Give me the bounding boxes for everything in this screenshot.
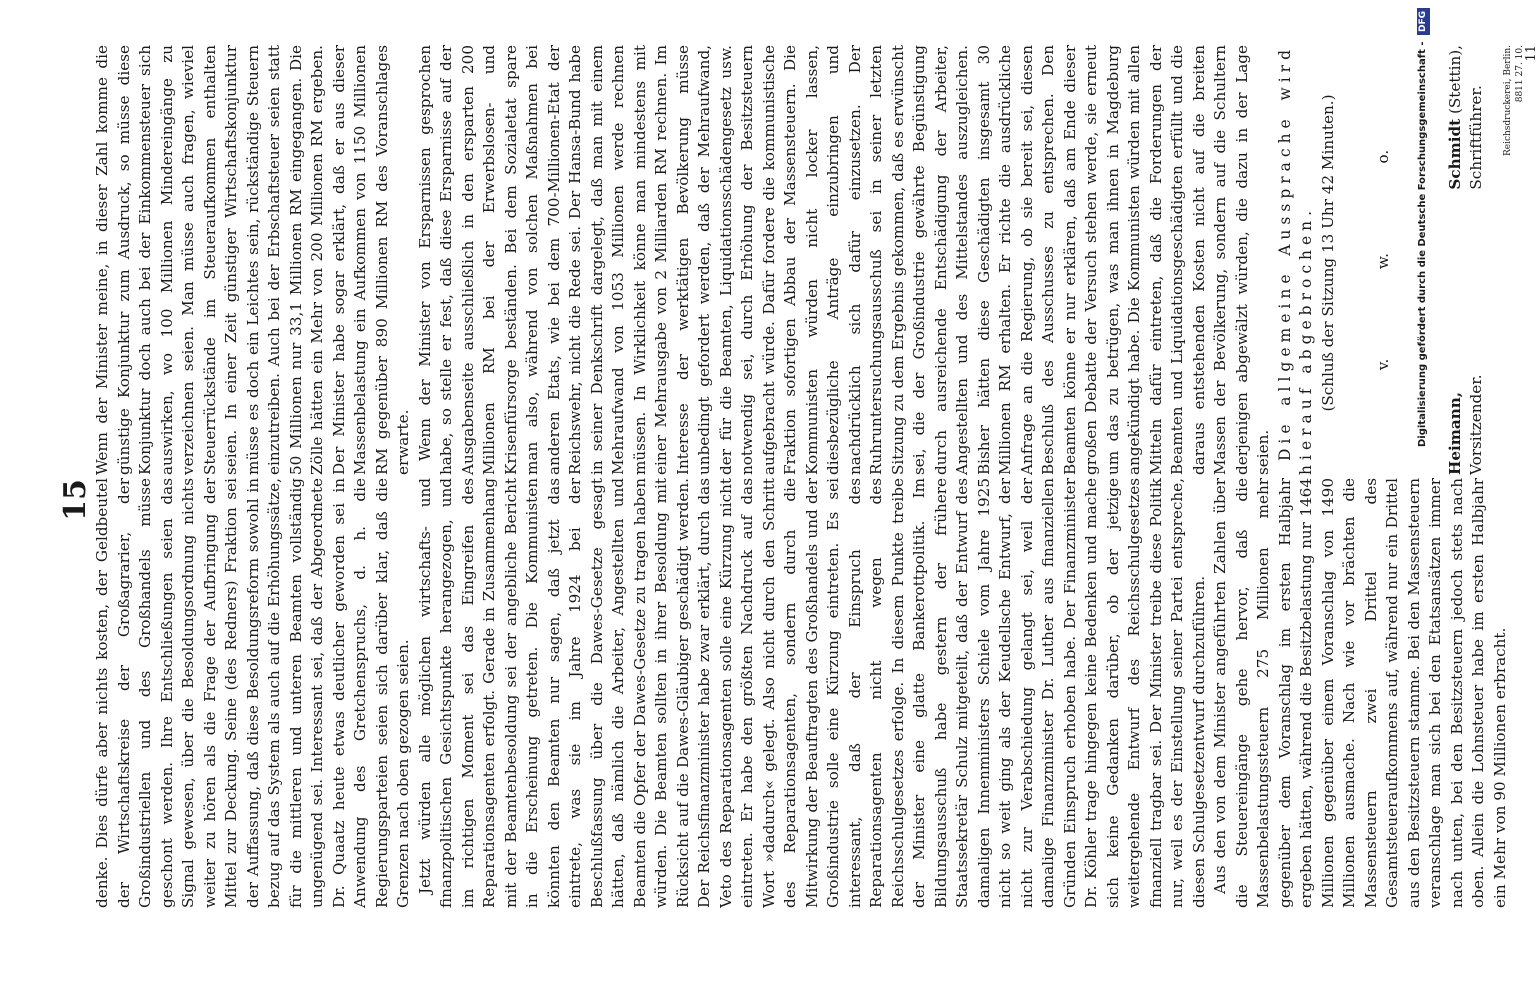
signature-chair — [1445, 374, 1488, 475]
chair-role: Vorsitzender. — [1467, 374, 1485, 475]
chair-name: Heimann, — [1445, 391, 1464, 475]
paragraph: Aus den von dem Minister angeführten Zahlen über die Steuereingänge gehe hervor, daß die Massenbelastungssteuern 275 Millionen mehr gegenüber dem Voranschlag im ersten Halbjahr ergeben hätten, während die Besitzbelastung nur 1464 Millionen gegenüber einem Voranschlag von 1490 Millionen ausmache. Nach wie vor brächten die Massensteuern zwei Drittel des Gesamtsteueraufkommens auf, während nur ein Drittel aus den Besitzsteuern stamme. Bei den Massensteuern veranschlage man sich bei den Etatsansätzen immer nach unten, bei den Besitzsteuern jedoch stets nach oben. Allein die Lohnsteuer habe im ersten Halbjahr ein Mehr von 90 Millionen erbracht. — [1211, 478, 1509, 908]
paragraph: Jetzt würden alle möglichen wirtschafts- und finanzpolitischen Gesichtspunkte herangezogen, und im richtigen Moment sei das Eingreifen des Reparationsagenten erfolgt. Gerade in Zusammenhang mit der Beamtenbesoldung sei der angebliche Bericht in die Erscheinung getreten. Die Kommunisten könnten den Beamten nur sagen, daß jetzt das eintrete, was sie im Jahre 1924 bei der Beschlußfassung über die Dawes-Gesetze gesagt hätten, daß nämlich die Arbeiter, Angestellten und Beamten die Opfer der Dawes-Gesetze zu tragen haben würden. Die Beamten sollten in ihrer Besoldung mit Rücksicht auf die Dawes-Gläubiger geschädigt werden. Der Reichsfinanzminister habe zwar erklärt, durch das Veto des Reparationsagenten solle eine Kürzung nicht eintreten. Er habe den größten Nachdruck auf das Wort »dadurch« gelegt. Also nicht durch den Schritt des Reparationsagenten, sondern durch die Mitwirkung der Beauftragten des Großhandels und der Großindustrie solle eine Kürzung eintreten. Es sei interessant, daß der Einspruch des Reparationsagenten nicht wegen des Reichsschulgesetzes erfolge. In diesem Punkte treibe der Minister eine glatte Bankerottpolitik. Im Bildungsausschuß habe gestern der frühere Staatssekretär Schulz mitgeteilt, daß der Entwurf des damaligen Innenministers Schiele vom Jahre 1925 nicht so weit ging als der Keudellsche Entwurf, der nicht zur Verabschiedung gelangt sei, weil der damalige Finanzminister Dr. Luther aus finanziellen Gründen Einspruch erhoben habe. Der Finanzminister Dr. Köhler trage hingegen keine Bedenken und mache sich keine Gedanken darüber, ob der jetzige weitergehende Entwurf des Reichsschulgesetzes finanziell tragbar sei. Der Minister treibe diese Politik nur, weil es der Einstellung seiner Partei entspreche, diesen Schulgesetzentwurf durchzuführen. — [415, 478, 1208, 908]
printer-name: Reichsdruckerei, Berlin. — [1502, 45, 1513, 157]
printer-imprint — [1502, 45, 1538, 475]
digitization-credit — [1412, 0, 1434, 1000]
vmo-line — [1373, 45, 1395, 475]
sheet-number: 11 — [1523, 45, 1539, 62]
signatures — [1445, 45, 1488, 475]
secretary-name: Schmidt — [1445, 118, 1464, 190]
vmo-item: o. — [1374, 149, 1392, 164]
dfg-logo: DFG — [1417, 8, 1430, 35]
secretary-role: Schriftführer. — [1467, 85, 1485, 190]
printer-code: 8811 27. 10. — [1514, 45, 1525, 103]
text-column-left — [92, 478, 1511, 908]
session-end-note: (Schluß der Sitzung 13 Uhr 42 Minuten.) — [1318, 94, 1337, 412]
page-number: 15 — [58, 479, 93, 521]
credit-text: Digitalisierung gefördert durch die Deutsche Forschungsgemeinschaft - — [1417, 41, 1428, 448]
vmo-item: w. — [1374, 253, 1392, 270]
text-column-right — [92, 45, 1538, 475]
paragraph: Wenn der Minister meine, in dieser Zahl komme die günstige Konjunktur zum Ausdruck, so müsse diese Konjunktur doch auch bei der Einkommensteuer sich auswirken, wo 100 Millionen Mindereingänge zu verzeichnen seien. Man müsse auch fragen, wieviel Steuerrückstände im Steueraufkommen enthalten seien. In einer Zeit günstiger Wirtschaftskonjunktur müsse es doch ein Leichtes sein, rückständige Steuern einzutreiben. Auch bei der Erbschaftsteuer seien statt 50 Millionen nur 33,1 Millionen RM eingegangen. Die Zölle hätten ein Mehr von 200 Millionen RM ergeben. Der Minister habe sogar erklärt, daß er aus dieser Massenbelastung ein Aufkommen von 1150 Millionen RM gegenüber 890 Millionen RM des Voranschlages erwarte. — [93, 45, 412, 475]
signature-secretary — [1445, 45, 1488, 190]
secretary-place: (Stettin), — [1445, 45, 1464, 115]
paragraph: denke. Dies dürfe aber nichts kosten, der Geldbeutel der Wirtschaftskreise der Großagrarier, der Großindustriellen und des Großhandels müsse geschont werden. Ihre Entschließungen seien das Signal gewesen, über die Besoldungsordnung nichts weiter zu hören als die Frage der Aufbringung der Mittel zur Deckung. Seine (des Redners) Fraktion sei der Auffassung, daß diese Besoldungsreform sowohl in bezug auf das System als auch auf die Erhöhungssätze, für die mittleren und unteren Beamten vollständig ungenügend sei. Interessant sei, daß der Abgeordnete Dr. Quaatz heute etwas deutlicher geworden sei in Anwendung des Gretchenspruchs, d. h. die Regierungsparteien seien sich darüber klar, daß die Grenzen nach oben gezogen seien. — [93, 478, 412, 908]
paragraph: Wenn der Minister von Ersparnissen gesprochen habe, so stelle er fest, daß diese Ersparnisse auf der Ausgabenseite ausschließlich in den ersparten 200 Millionen RM bei der Erwerbslosen- und Krisenfürsorge beständen. Bei dem Sozialetat spare man also, während von solchen Maßnahmen bei anderen Etats, wie bei dem 700-Millionen-Etat der Reichswehr, nicht die Rede sei. Der Hansa-Bund habe in seiner Denkschrift dargelegt, daß man mit einem Mehraufwand von 1053 Millionen werde rechnen müssen. In Wirklichkeit könne man mindestens mit einer Mehrausgabe von 2 Milliarden RM rechnen. Im Interesse der werktätigen Bevölkerung müsse unbedingt gefordert werden, daß der Mehraufwand, der für die Beamten, Liquidationsschädengesetz usw. notwendig sei, durch Erhöhung der Besitzsteuern aufgebracht würde. Dafür fordere die kommunistische Fraktion sofortigen Abbau der Massensteuern. Die Kommunisten würden nicht locker lassen, diesbezügliche Anträge einzubringen und nachdrücklich sich dafür einzusetzen. Der Ruhruntersuchungsausschuß sei in seiner letzten Sitzung zu dem Ergebnis gekommen, daß es erwünscht sei, die der Großindustrie gewährte Begünstigung durch ausreichende Entschädigung der Arbeiter, Angestellten und des Mittelstandes auszugleichen. Bisher hätten diese Geschädigten insgesamt 30 Millionen RM erhalten. Er richte die ausdrückliche Anfrage an die Regierung, ob sie bereit sei, diesen Beschluß des Ausschusses zu entsprechen. Den Beamten könne er nur erklären, daß am Ende dieser großen Debatte der Versuch stehen werde, sie erneut um das zu betrügen, was man ihnen in Magdeburg angekündigt habe. Die Kommunisten würden mit allen Mitteln dafür eintreten, daß die Forderungen der Beamten und Liquidationsgeschädigten erfüllt und die daraus entstehenden Kosten nicht auf die breiten Massen der Bevölkerung, sondern auf die Schultern derjenigen abgewälzt würden, die dazu in der Lage seien. — [415, 45, 1272, 475]
vmo-item: v. — [1374, 358, 1392, 371]
closing-statement: Die allgemeine Aussprache wird hierauf abgebrochen. — [1275, 45, 1315, 475]
